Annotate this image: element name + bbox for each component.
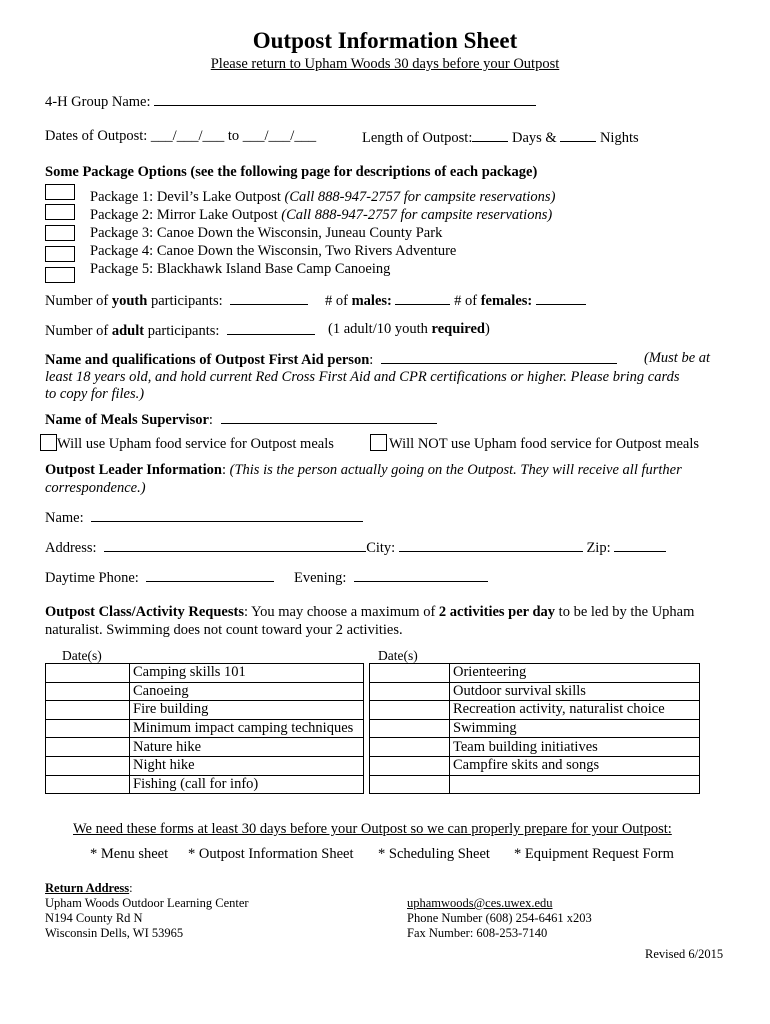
forms-item-1: * Menu sheet xyxy=(90,846,169,862)
packages-heading: Some Package Options (see the following page for descriptions of each package) xyxy=(45,164,538,180)
activity-right-activity-cell: Swimming xyxy=(450,719,700,738)
address-field[interactable] xyxy=(104,538,366,552)
first-aid-colon: : xyxy=(369,352,374,368)
activities-heading-line2: naturalist. Swimming does not count toward your 2 activities. xyxy=(45,622,403,638)
group-name-row xyxy=(45,92,536,111)
return-label: Return Address xyxy=(45,881,130,895)
activity-right-row xyxy=(370,738,700,757)
leader-name-label: Name: xyxy=(45,510,84,526)
activity-right-date-cell[interactable] xyxy=(370,682,450,701)
package-4-name: Package 4: Canoe Down the Wisconsin, Two Rivers Adventure xyxy=(90,243,457,259)
activity-right-date-cell[interactable] xyxy=(370,756,450,775)
activity-left-activity-cell: Minimum impact camping techniques xyxy=(130,719,364,738)
forms-notice: We need these forms at least 30 days before your Outpost so we can properly prepare for your Outpost: xyxy=(73,821,672,837)
package-5 xyxy=(90,261,390,278)
address-label: Address: xyxy=(45,540,97,556)
meals-supervisor-field[interactable] xyxy=(221,410,437,424)
leader-name-row xyxy=(45,508,363,527)
activity-right-date-cell[interactable] xyxy=(370,701,450,720)
forms-item-3: * Scheduling Sheet xyxy=(378,846,490,862)
package-2 xyxy=(90,207,552,224)
dates-label: Dates of Outpost: xyxy=(45,128,148,144)
meals-yes-checkbox[interactable] xyxy=(40,434,57,451)
zip-label: Zip: xyxy=(586,540,611,556)
activity-left-activity-cell: Camping skills 101 xyxy=(130,664,364,683)
length-label: Length of Outpost: xyxy=(362,130,473,146)
city-field[interactable] xyxy=(399,538,583,552)
first-aid-note-line1: (Must be at xyxy=(644,350,711,366)
package-1-note: (Call 888-947-2757 for campsite reservations) xyxy=(284,189,556,205)
activities-heading-bold2: 2 activities per day xyxy=(438,604,556,620)
meals-colon: : xyxy=(208,412,213,428)
activity-right-activity-cell xyxy=(450,775,700,794)
first-aid-field[interactable] xyxy=(381,350,617,364)
leader-heading xyxy=(45,462,682,479)
return-colon: : xyxy=(129,881,133,895)
leader-note-line1: (This is the person actually going on the Outpost. They will receive all further xyxy=(229,462,682,478)
nights-field[interactable] xyxy=(560,128,596,142)
activity-right-date-cell[interactable] xyxy=(370,664,450,683)
day-phone-field[interactable] xyxy=(146,568,274,582)
phone-number: Phone Number (608) 254-6461 x203 xyxy=(407,911,592,925)
evening-phone-field[interactable] xyxy=(354,568,488,582)
revised-date: Revised 6/2015 xyxy=(645,947,724,961)
leader-name-field[interactable] xyxy=(91,508,363,522)
page-title: Outpost Information Sheet xyxy=(252,28,518,53)
return-label-row xyxy=(45,881,133,896)
dates-field[interactable]: ___/___/___ to ___/___/___ xyxy=(150,128,317,144)
activities-table-right xyxy=(369,663,700,794)
activity-left-date-cell[interactable] xyxy=(46,756,130,775)
meals-yes-label: Will use Upham food service for Outpost meals xyxy=(57,436,334,452)
nights-label: Nights xyxy=(599,130,639,146)
package-2-note: (Call 888-947-2757 for campsite reservations) xyxy=(281,207,553,223)
males-bold: males: xyxy=(351,293,392,309)
activity-left-activity-cell: Nature hike xyxy=(130,738,364,757)
adult-bold: adult xyxy=(111,323,145,339)
males-count-field[interactable] xyxy=(395,291,450,305)
first-aid-note-1 xyxy=(644,350,710,367)
adult-prefix: Number of xyxy=(45,323,112,339)
meals-row xyxy=(45,410,437,429)
meals-no-label: Will NOT use Upham food service for Outpost meals xyxy=(389,436,700,452)
page-subtitle: Please return to Upham Woods 30 days before your Outpost xyxy=(210,56,560,72)
activity-left-date-cell[interactable] xyxy=(46,738,130,757)
first-aid-label: Name and qualifications of Outpost First Aid person xyxy=(45,352,370,368)
fax-number: Fax Number: 608-253-7140 xyxy=(407,926,548,940)
activity-left-row xyxy=(46,682,364,701)
ratio-suffix: ) xyxy=(484,321,490,337)
females-bold: females: xyxy=(480,293,533,309)
activities-heading xyxy=(45,604,694,621)
activity-left-activity-cell: Night hike xyxy=(130,756,364,775)
youth-prefix: Number of xyxy=(45,293,112,309)
forms-item-2: * Outpost Information Sheet xyxy=(188,846,354,862)
first-aid-note-line2: least 18 years old, and hold current Red Cross First Aid and CPR certifications or higher. Please bring cards xyxy=(45,369,680,385)
forms-item-4: * Equipment Request Form xyxy=(514,846,674,862)
activities-heading-text1: : You may choose a maximum of xyxy=(243,604,439,620)
males-row xyxy=(325,291,586,310)
evening-label: Evening: xyxy=(294,570,347,586)
meals-no-checkbox[interactable] xyxy=(370,434,387,451)
package-1-checkbox[interactable] xyxy=(45,184,75,200)
activity-left-date-cell[interactable] xyxy=(46,701,130,720)
activity-right-row xyxy=(370,664,700,683)
leader-note-line2: correspondence.) xyxy=(45,480,146,496)
activity-right-date-cell[interactable] xyxy=(370,719,450,738)
day-phone-label: Daytime Phone: xyxy=(45,570,139,586)
activity-left-row xyxy=(46,701,364,720)
ratio-prefix: (1 adult/10 youth xyxy=(328,321,432,337)
leader-address-row xyxy=(45,538,666,557)
leader-label: Outpost Leader Information xyxy=(45,462,222,478)
activity-left-date-cell[interactable] xyxy=(46,682,130,701)
activity-right-row xyxy=(370,682,700,701)
activity-right-activity-cell: Outdoor survival skills xyxy=(450,682,700,701)
city-label: City: xyxy=(366,540,396,556)
group-name-label: 4-H Group Name: xyxy=(45,94,151,110)
activity-right-activity-cell: Campfire skits and songs xyxy=(450,756,700,775)
first-aid-note-line3: to copy for files.) xyxy=(45,386,145,402)
zip-field[interactable] xyxy=(614,538,666,552)
activity-left-row xyxy=(46,664,364,683)
dates-header-left: Date(s) xyxy=(62,648,102,663)
meals-label: Name of Meals Supervisor xyxy=(45,412,209,428)
days-field[interactable] xyxy=(472,128,508,142)
activity-left-row xyxy=(46,719,364,738)
activity-right-date-cell[interactable] xyxy=(370,738,450,757)
activity-right-activity-cell: Recreation activity, naturalist choice xyxy=(450,701,700,720)
activity-left-activity-cell: Fire building xyxy=(130,701,364,720)
package-2-name: Package 2: Mirror Lake Outpost xyxy=(90,207,278,223)
activity-right-activity-cell: Orienteering xyxy=(450,664,700,683)
package-2-checkbox[interactable] xyxy=(45,204,75,220)
activity-left-activity-cell: Canoeing xyxy=(130,682,364,701)
package-1 xyxy=(90,189,555,206)
activity-left-row xyxy=(46,775,364,794)
adult-count-field[interactable] xyxy=(227,321,315,335)
females-count-field[interactable] xyxy=(536,291,586,305)
package-5-checkbox[interactable] xyxy=(45,267,75,283)
activity-right-activity-cell: Team building initiatives xyxy=(450,738,700,757)
return-line2: N194 County Rd N xyxy=(45,911,143,925)
leader-note-2 xyxy=(45,480,146,497)
activity-right-row xyxy=(370,756,700,775)
ratio-bold: required xyxy=(431,321,485,337)
package-1-name: Package 1: Devil’s Lake Outpost xyxy=(90,189,281,205)
adult-row xyxy=(45,321,315,340)
activity-left-activity-cell: Fishing (call for info) xyxy=(130,775,364,794)
first-aid-note-3 xyxy=(45,386,144,403)
dates-header-right: Date(s) xyxy=(378,648,418,663)
package-4-checkbox[interactable] xyxy=(45,246,75,262)
activity-right-row xyxy=(370,775,700,794)
activity-left-row xyxy=(46,756,364,775)
package-5-name: Package 5: Blackhawk Island Base Camp Canoeing xyxy=(90,261,391,277)
email-link[interactable]: uphamwoods@ces.uwex.edu xyxy=(407,896,553,910)
package-3-name: Package 3: Canoe Down the Wisconsin, Juneau County Park xyxy=(90,225,443,241)
leader-colon: : xyxy=(221,462,230,478)
package-3-checkbox[interactable] xyxy=(45,225,75,241)
females-prefix: # of xyxy=(454,293,481,309)
activities-heading-bold: Outpost Class/Activity Requests xyxy=(45,604,244,620)
group-name-field[interactable] xyxy=(154,92,536,106)
leader-phone-row xyxy=(45,568,274,587)
first-aid-note-2 xyxy=(45,369,679,386)
activity-left-date-cell[interactable] xyxy=(46,719,130,738)
activity-right-row xyxy=(370,701,700,720)
activities-table-left xyxy=(45,663,364,794)
package-4 xyxy=(90,243,456,260)
activity-right-row xyxy=(370,719,700,738)
activity-left-date-cell[interactable] xyxy=(46,664,130,683)
males-prefix: # of xyxy=(325,293,352,309)
activity-left-date-cell[interactable] xyxy=(46,775,130,794)
dates-row xyxy=(45,128,316,145)
return-line3: Wisconsin Dells, WI 53965 xyxy=(45,926,184,940)
youth-count-field[interactable] xyxy=(230,291,308,305)
youth-row xyxy=(45,291,308,310)
youth-suffix: participants: xyxy=(147,293,223,309)
activity-right-date-cell[interactable] xyxy=(370,775,450,794)
youth-bold: youth xyxy=(111,293,148,309)
days-label: Days & xyxy=(511,130,557,146)
adult-suffix: participants: xyxy=(144,323,220,339)
evening-phone-row xyxy=(294,568,488,587)
activities-heading-text2: to be led by the Upham xyxy=(555,604,695,620)
first-aid-row xyxy=(45,350,617,369)
package-3 xyxy=(90,225,442,242)
ratio-note xyxy=(328,321,490,338)
length-row xyxy=(362,128,639,147)
activity-left-row xyxy=(46,738,364,757)
return-line1: Upham Woods Outdoor Learning Center xyxy=(45,896,249,910)
